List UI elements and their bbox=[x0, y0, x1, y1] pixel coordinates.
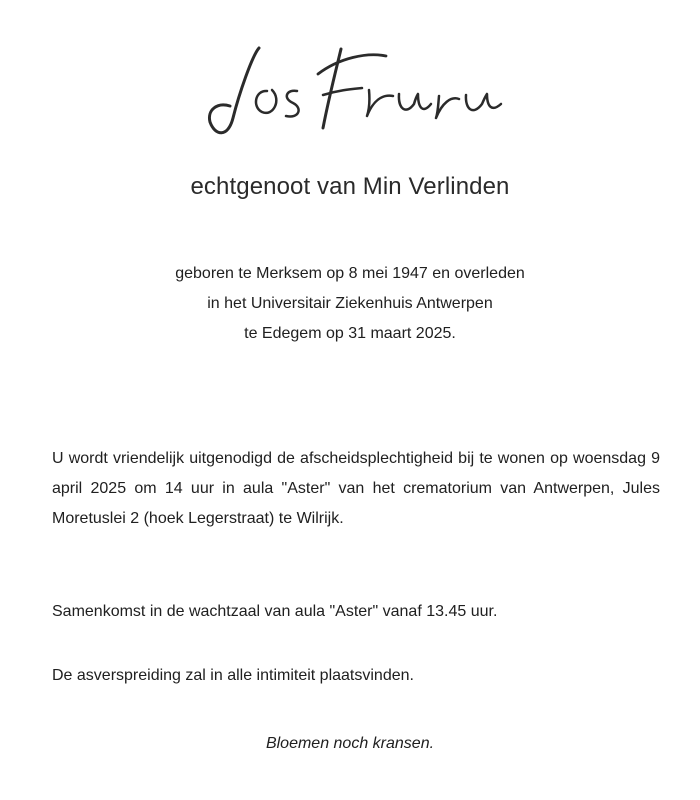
handwritten-signature bbox=[205, 40, 505, 145]
invitation-paragraph: U wordt vriendelijk uitgenodigd de afscheidsplechtigheid bij te wonen op woensdag 9 april 2025 om 14 uur in aula "Aster" van het crematorium van Antwerpen, Jules Moretuslei 2 (hoek Legerstraat) te Wilrijk. bbox=[52, 450, 660, 527]
birth-and-death-details bbox=[0, 259, 700, 349]
ash-scattering-paragraph: De asverspreiding zal in alle intimiteit plaatsvinden. bbox=[52, 667, 414, 684]
birth-line-1: geboren te Merksem op 8 mei 1947 en overleden bbox=[175, 265, 525, 282]
spouse-line: echtgenoot van Min Verlinden bbox=[190, 173, 510, 200]
gathering-paragraph: Samenkomst in de wachtzaal van aula "Aster" vanaf 13.45 uur. bbox=[52, 603, 498, 620]
flowers-note: Bloemen noch kransen. bbox=[265, 735, 435, 752]
birth-line-3: te Edegem op 31 maart 2025. bbox=[244, 325, 456, 342]
top-signature-fragment bbox=[320, 0, 480, 6]
birth-line-2: in het Universitair Ziekenhuis Antwerpen bbox=[207, 295, 493, 312]
